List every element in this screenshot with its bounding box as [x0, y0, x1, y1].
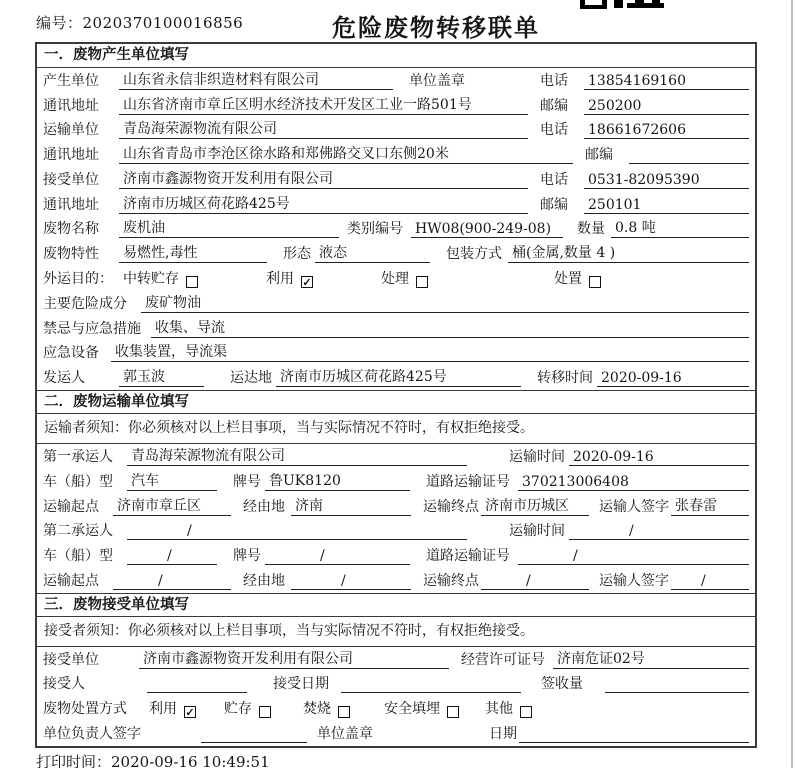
row-route1 — [37, 494, 755, 519]
license-label: 经营许可证号 — [461, 651, 545, 668]
receiver-postal-value: 250101 — [584, 197, 749, 214]
producer-postal-value: 250200 — [584, 98, 749, 115]
emergency-equipment-label: 应急设备 — [43, 345, 99, 362]
receiving-unit-value: 济南市鑫源物资开发利用有限公司 — [139, 648, 449, 669]
transfer-time-value: 2020-09-16 — [597, 370, 749, 387]
waste-pack-label: 包装方式 — [446, 246, 502, 263]
waste-qty-value: 0.8 吨 — [611, 217, 749, 238]
purpose-label: 外运目的： — [43, 271, 113, 288]
waste-qty-label: 数量 — [577, 221, 605, 238]
vehicle1-label: 车（船）型 — [43, 473, 113, 490]
document-number-value: 2020370100016856 — [82, 14, 244, 32]
transporter-address-label: 通讯地址 — [43, 147, 99, 164]
purpose-option-use: 利用 — [266, 271, 294, 288]
section2-header: 二．废物运输单位填写 — [37, 390, 755, 414]
shipper-value: 郭玉波 — [119, 366, 204, 387]
checkbox-use-icon: ✓ — [302, 276, 312, 290]
row-transporter-address — [37, 142, 755, 167]
transporter-unit-label: 运输单位 — [43, 122, 99, 139]
purpose-option-storage: 中转贮存 — [123, 271, 179, 288]
row-vehicle1 — [37, 469, 755, 494]
producer-value: 山东省永信非织造材料有限公司 — [119, 69, 393, 90]
row-producer-address — [37, 93, 755, 118]
row-emergency-equipment — [37, 341, 755, 366]
print-time — [36, 751, 270, 768]
purpose-option-dispose: 处置 — [554, 271, 582, 288]
receiver-address-label: 通讯地址 — [43, 196, 99, 213]
checkbox-storage-icon — [186, 276, 198, 288]
vehicle2-label: 车（船）型 — [43, 548, 113, 565]
receiver-phone-label: 电话 — [540, 171, 568, 188]
transporter-postal-value — [629, 163, 749, 164]
producer-label: 产生单位 — [43, 72, 99, 89]
section3-notice: 接受者须知：你必须核对以上栏目事项，当与实际情况不符时，有权拒绝接受。 — [37, 617, 755, 647]
waste-form-value: 液态 — [315, 242, 430, 263]
scan-page-edge — [791, 0, 793, 768]
receiving-unit-label: 接受单位 — [43, 651, 99, 668]
carrier2-value: / — [127, 523, 467, 540]
producer-phone-label: 电话 — [540, 72, 568, 89]
row-carrier1 — [37, 444, 755, 469]
hazard-value: 废矿物油 — [141, 292, 749, 313]
destination-label: 运达地 — [230, 370, 272, 387]
row-shipper — [37, 365, 755, 390]
route2-via-label: 经由地 — [243, 572, 285, 589]
hazard-label: 主要危险成分 — [43, 295, 127, 312]
carrier1-label: 第一承运人 — [43, 448, 113, 465]
route2-via-value: / — [291, 573, 411, 590]
disposal-option-other: 其他 — [485, 701, 513, 718]
print-time-label: 打印时间： — [36, 753, 112, 768]
row-route2 — [37, 568, 755, 593]
waste-traits-value: 易燃性,毒性 — [119, 242, 267, 263]
producer-phone-value: 13854169160 — [584, 73, 749, 90]
row-receiver — [37, 167, 755, 192]
carrier2-label: 第二承运人 — [43, 523, 113, 540]
row-receiver-address — [37, 192, 755, 217]
row-waste-name — [37, 217, 755, 242]
waste-code-value: HW08(900-249-08) — [411, 221, 563, 238]
date-value — [519, 742, 749, 743]
vehicle2-permit-label: 道路运输证号 — [426, 548, 510, 565]
section3-header: 三．废物接受单位填写 — [37, 593, 755, 617]
producer-address-label: 通讯地址 — [43, 97, 99, 114]
waste-form-label: 形态 — [283, 246, 311, 263]
carrier1-time-label: 运输时间 — [509, 448, 565, 465]
checkbox-treat-icon — [416, 276, 428, 288]
row-carrier2 — [37, 519, 755, 544]
receiving-person-value — [147, 692, 247, 693]
row-disposal-method — [37, 696, 755, 721]
vehicle2-plate-label: 牌号 — [233, 548, 261, 565]
row-emergency-measures — [37, 316, 755, 341]
date-label: 日期 — [489, 725, 517, 742]
emergency-equipment-value: 收集装置，导流渠 — [111, 341, 749, 362]
producer-postal-label: 邮编 — [540, 97, 568, 114]
checkbox-disposal-store-icon — [259, 706, 271, 718]
producer-address-value: 山东省济南市章丘区明水经济技术开发区工业一路501号 — [119, 94, 528, 115]
signed-qty-label: 签收量 — [541, 676, 583, 693]
route2-end-label: 运输终点 — [423, 572, 479, 589]
vehicle2-plate-value: / — [265, 548, 410, 565]
disposal-option-store: 贮存 — [224, 701, 252, 718]
route1-sign-value: 张春雷 — [671, 495, 749, 516]
route1-via-value: 济南 — [291, 495, 411, 516]
route1-end-value: 济南市历城区 — [481, 495, 589, 516]
receiving-date-value — [341, 692, 521, 693]
destination-value: 济南市历城区荷花路425号 — [276, 366, 521, 387]
transporter-postal-label: 邮编 — [585, 147, 613, 164]
row-receiving-unit — [37, 647, 755, 672]
disposal-label: 废物处置方式 — [43, 701, 127, 718]
checkbox-disposal-burn-icon — [338, 706, 350, 718]
row-producer — [37, 68, 755, 93]
row-responsible-signature — [37, 721, 755, 746]
vehicle2-value: / — [127, 548, 217, 565]
purpose-option-treat: 处理 — [381, 271, 409, 288]
checkbox-dispose-icon — [589, 276, 601, 288]
disposal-option-use: 利用 — [149, 701, 177, 718]
waste-name-value: 废机油 — [119, 217, 339, 238]
license-value: 济南危证02号 — [553, 648, 749, 669]
stamp-label: 单位盖章 — [409, 72, 465, 89]
waste-name-label: 废物名称 — [43, 221, 99, 238]
route2-end-value: / — [481, 573, 589, 590]
checkbox-disposal-landfill-icon — [447, 706, 459, 718]
route2-sign-label: 运输人签字 — [599, 572, 669, 589]
route1-start-value: 济南市章丘区 — [113, 495, 231, 516]
route2-start-value: / — [113, 573, 231, 590]
print-time-value: 2020-09-16 10:49:51 — [111, 753, 270, 768]
page-title: 危险废物转移联单 — [332, 13, 540, 42]
carrier2-time-value: / — [569, 523, 749, 540]
vehicle1-plate-label: 牌号 — [233, 473, 261, 490]
receiver-unit-label: 接受单位 — [43, 171, 99, 188]
vehicle1-plate-value: 鲁UK8120 — [265, 470, 410, 491]
qr-code-fragment — [580, 0, 664, 9]
unit-stamp-label: 单位盖章 — [317, 725, 373, 742]
transporter-value: 青岛海荣源物流有限公司 — [119, 118, 528, 139]
row-waste-traits — [37, 241, 755, 266]
transfer-time-label: 转移时间 — [537, 370, 593, 387]
carrier1-value: 青岛海荣源物流有限公司 — [127, 445, 467, 466]
carrier1-time-value: 2020-09-16 — [569, 449, 749, 466]
vehicle1-value: 汽车 — [127, 470, 217, 491]
vehicle1-permit-label: 道路运输证号 — [426, 473, 510, 490]
section1-header: 一．废物产生单位填写 — [37, 44, 755, 68]
emergency-measures-value: 收集、导流 — [151, 317, 749, 338]
emergency-measures-label: 禁忌与应急措施 — [43, 320, 141, 337]
carrier2-time-label: 运输时间 — [509, 523, 565, 540]
receiving-person-label: 接受人 — [43, 676, 85, 693]
receiving-date-label: 接受日期 — [273, 676, 329, 693]
row-transfer-purpose — [37, 266, 755, 291]
receiver-postal-label: 邮编 — [540, 196, 568, 213]
route1-end-label: 运输终点 — [423, 498, 479, 515]
route1-sign-label: 运输人签字 — [599, 498, 669, 515]
section2-notice: 运输者须知：你必须核对以上栏目事项，当与实际情况不符时，有权拒绝接受。 — [37, 414, 755, 444]
route2-start-label: 运输起点 — [43, 572, 99, 589]
responsible-signature-value — [201, 742, 307, 743]
checkbox-disposal-other-icon — [520, 706, 532, 718]
row-vehicle2 — [37, 543, 755, 568]
waste-traits-label: 废物特性 — [43, 246, 99, 263]
disposal-option-landfill: 安全填埋 — [384, 701, 440, 718]
row-transporter — [37, 118, 755, 143]
waste-pack-value: 桶(金属,数量 4 ) — [508, 242, 749, 263]
row-hazard-component — [37, 291, 755, 316]
route1-via-label: 经由地 — [243, 498, 285, 515]
document-number-label: 编号： — [36, 14, 83, 32]
transporter-address-value: 山东省青岛市李沧区徐水路和郑佛路交叉口东侧20米 — [119, 143, 573, 164]
transporter-phone-value: 18661672606 — [584, 122, 749, 139]
row-receiving-person — [37, 672, 755, 697]
vehicle1-permit-value: 370213006408 — [518, 474, 749, 491]
checkbox-disposal-use-icon: ✓ — [185, 706, 195, 720]
receiver-value: 济南市鑫源物资开发利用有限公司 — [119, 168, 528, 189]
receiver-address-value: 济南市历城区荷花路425号 — [119, 193, 528, 214]
route2-sign-value: / — [671, 573, 749, 590]
transporter-phone-label: 电话 — [540, 122, 568, 139]
route1-start-label: 运输起点 — [43, 498, 99, 515]
signed-qty-value — [605, 692, 749, 693]
receiver-phone-value: 0531-82095390 — [584, 172, 749, 189]
waste-code-label: 类别编号 — [347, 221, 403, 238]
disposal-option-burn: 焚烧 — [303, 701, 331, 718]
responsible-signature-label: 单位负责人签字 — [43, 725, 141, 742]
transfer-form-table — [35, 42, 757, 748]
vehicle2-permit-value: / — [518, 548, 749, 565]
shipper-label: 发运人 — [43, 370, 85, 387]
